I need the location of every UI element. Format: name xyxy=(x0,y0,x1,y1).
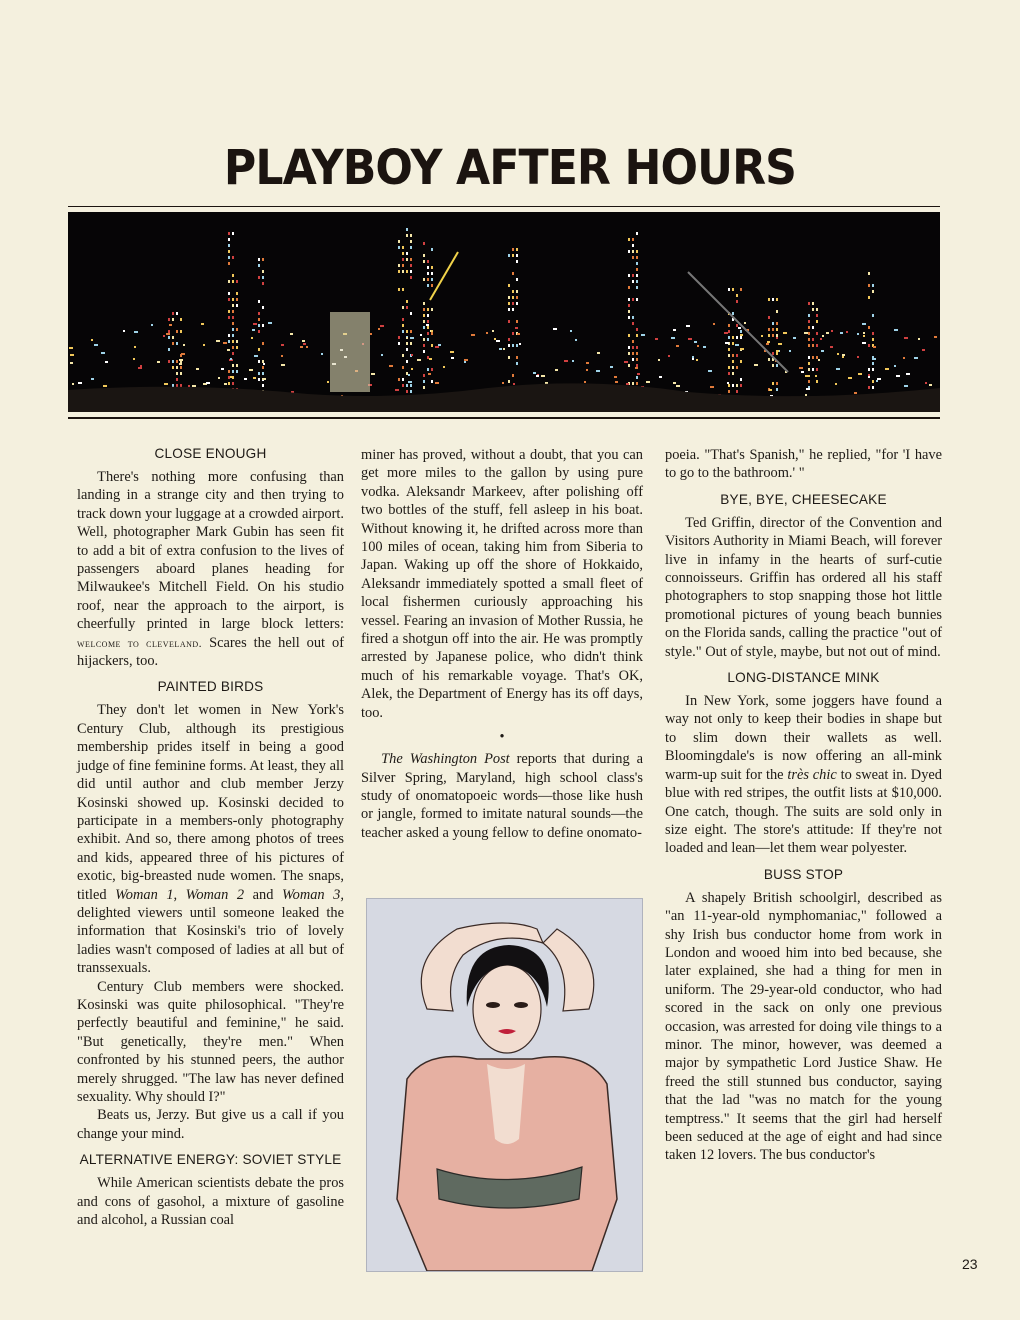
heading-buss-stop: BUSS STOP xyxy=(763,866,844,882)
paragraph-close-enough: There's nothing more confusing than landing in a strange city and then trying to track down your luggage at a crowded airport. Well, photographer Mark Gubin has seen fit to add a bit of extra confusion to the lives of passengers aboard planes heading for Milwaukee's Mitchell Field. On his studio roof, near the approach to the airport, is cheerfully printed in large block letters: welcome to cleveland. Scares the hell out of hijackers, too. xyxy=(77,469,344,670)
page-number: 23 xyxy=(962,1256,978,1272)
paragraph-buss-stop: A shapely British schoolgirl, described as "an 11-year-old nymphomaniac," followed a shy Irish bus conductor home from work in London and wooed him into bed because, she later explained, she had a thing for men in uniform. The 29-year-old conductor, who had scored in the sack on only one previous occasion, was arrested for doing vile things to a minor. The minor, however, was deemed a major by sympathetic Lord Justice Shaw. He freed the still stunned bus conductor, saying that the lad "was no match for the young temptress." It seems that the girl had herself been seduced at the age of eight and had since taken 12 lovers. The bus conductor's xyxy=(665,889,942,1164)
heading-alternative-energy: ALTERNATIVE ENERGY: SOVIET STYLE xyxy=(79,1152,342,1168)
heading-close-enough: CLOSE ENOUGH xyxy=(154,446,267,461)
column-3 xyxy=(665,446,942,1165)
city-skyline-illustration xyxy=(68,212,940,412)
heading-bye-bye-cheesecake: BYE, BYE, CHEESECAKE xyxy=(720,491,887,507)
masthead-rule-top xyxy=(68,206,940,207)
woman-illustration xyxy=(366,898,643,1272)
column-2 xyxy=(361,446,643,842)
masthead-rule-bottom xyxy=(68,417,940,419)
paragraph-alternative-energy: While American scientists debate the pros and cons of gasohol, a mixture of gasoline and alcohol, a Russian coal xyxy=(77,1175,344,1229)
masthead-title: PLAYBOY AFTER HOURS xyxy=(223,140,797,196)
paragraph-washington-post-continued: poeia. "That's Spanish," he replied, "for 'I have to go to the bathroom.' " xyxy=(665,447,942,482)
section-bullet: • xyxy=(499,729,505,746)
column-1 xyxy=(77,446,344,1229)
heading-painted-birds: PAINTED BIRDS xyxy=(157,679,264,695)
paragraph-bye-bye-cheesecake: Ted Griffin, director of the Convention and Visitors Authority in Miami Beach, will forever live in infamy in the hearts of surf-cutie connoisseurs. Griffin has ordered all his staff photographers to stop snapping those hot little promotional pictures of young beach bunnies on the Florida sands, calling the practice "out of style." Out of style, maybe, but not out of mind. xyxy=(665,514,942,660)
paragraph-painted-birds-2: Century Club members were shocked. Kosinski was quite philosophical. "They're perfectly beautiful and feminine," he said. "But genetically, they're men." When confronted by his stunned peers, the author merely shrugged. "The law has never defined sexuality. Why should I?" xyxy=(77,978,344,1105)
paragraph-painted-birds-1: They don't let women in New York's Century Club, although its prestigious membership prides itself in being a good judge of fine feminine forms. At least, they all did until author and club member Jerzy Kosinski showed up. Kosinski decided to participate in a members-only photography exhibit. And so, there among photos of trees and kids, appeared three of his pictures of exotic, big-breasted nude women. The snaps, titled Woman 1, Woman 2 and Woman 3, delighted viewers until someone leaked the information that Kosinski's trio of lovely ladies wasn't composed of ladies at all but of transsexuals. xyxy=(77,702,344,977)
heading-long-distance-mink: LONG-DISTANCE MINK xyxy=(727,670,880,686)
paragraph-washington-post: The Washington Post reports that during a Silver Spring, Maryland, high school class's study of onomatopoeic words—those like hush or jangle, formed to imitate natural sounds—the teacher asked a young fellow to define onomato- xyxy=(361,751,643,841)
paragraph-energy-continued: miner has proved, without a doubt, that you can get more miles to the gallon by using pure vodka. Aleksandr Markeev, after polishing off two bottles of the stuff, fell asleep in his boat. Without knowing it, he drifted across more than 100 miles of ocean, taking him from Siberia to Japan. Waking up off the shore of Hokkaido, Aleksandr immediately spotted a small fleet of local fishermen curiously approaching his vessel. Fearing an invasion of Mother Russia, he fired a shotgun off into the air. He was promptly arrested by Japanese police, who didn't think much of his remarkable voyage. That's OK, Alek, the Department of Energy has its off days, too. xyxy=(361,447,643,721)
paragraph-long-distance-mink: In New York, some joggers have found a way not only to keep their bodies in shape but to slim down their wallets as well. Bloomingdale's is now offering an all-mink warm-up suit for the très chic to sweat in. Dyed blue with red stripes, the outfit lists at $10,000. One catch, though. The suits are sold only in size eight. The store's attitude: If they're not loaded and lean—let them wear polyester. xyxy=(665,693,942,857)
paragraph-painted-birds-3: Beats us, Jerzy. But give us a call if you change your mind. xyxy=(77,1107,344,1142)
